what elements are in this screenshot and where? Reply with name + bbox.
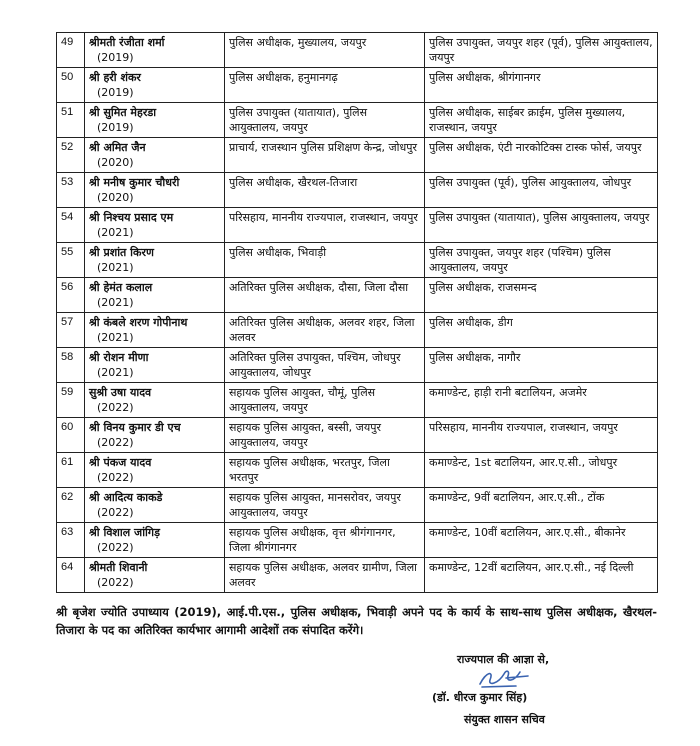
transfer-table [56, 32, 658, 593]
batch-year: (2022) [97, 506, 134, 519]
new-post-cell: पुलिस उपायुक्त, जयपुर शहर (पश्चिम) पुलिस आयुक्तालय, जयपुर [425, 243, 658, 278]
batch-year: (2022) [97, 471, 134, 484]
serial-number-cell: 55 [57, 243, 85, 278]
new-post-cell: पुलिस अधीक्षक, एंटी नारकोटिक्स टास्क फोर्स, जयपुर [425, 138, 658, 173]
officer-cell [85, 138, 225, 173]
current-post-cell: पुलिस अधीक्षक, भिवाड़ी [225, 243, 425, 278]
officer-cell [85, 523, 225, 558]
current-post-cell: परिसहाय, माननीय राज्यपाल, राजस्थान, जयपुर [225, 208, 425, 243]
officer-name: श्री आदित्य काकडे [89, 491, 163, 504]
batch-year: (2022) [97, 541, 134, 554]
serial-number-cell: 62 [57, 488, 85, 523]
new-post-cell: पुलिस उपायुक्त, जयपुर शहर (पूर्व), पुलिस आयुक्तालय, जयपुर [425, 33, 658, 68]
officer-name: श्री विशाल जांगिड़ [89, 526, 160, 539]
officer-name: श्री निश्चय प्रसाद एम [89, 211, 174, 224]
current-post-cell: पुलिस अधीक्षक, हनुमानगढ़ [225, 68, 425, 103]
officer-cell [85, 278, 225, 313]
officer-cell [85, 173, 225, 208]
current-post-cell: पुलिस उपायुक्त (यातायात), पुलिस आयुक्तालय, जयपुर [225, 103, 425, 138]
officer-name: श्री प्रशांत किरण [89, 246, 154, 259]
current-post-cell: अतिरिक्त पुलिस उपायुक्त, पश्चिम, जोधपुर आयुक्तालय, जोधपुर [225, 348, 425, 383]
batch-year: (2019) [97, 86, 134, 99]
serial-number-cell: 51 [57, 103, 85, 138]
batch-year: (2020) [97, 156, 134, 169]
batch-year: (2021) [97, 366, 134, 379]
new-post-cell: पुलिस अधीक्षक, नागौर [425, 348, 658, 383]
officer-name: श्री विनय कुमार डी एच [89, 421, 181, 434]
table-row [57, 558, 658, 593]
batch-year: (2019) [97, 121, 134, 134]
officer-cell [85, 418, 225, 453]
officer-name: श्री सुमित मेहरडा [89, 106, 157, 119]
officer-cell [85, 68, 225, 103]
current-post-cell: सहायक पुलिस अधीक्षक, अलवर ग्रामीण, जिला अलवर [225, 558, 425, 593]
table-row [57, 173, 658, 208]
table-row [57, 348, 658, 383]
current-post-cell: अतिरिक्त पुलिस अधीक्षक, दौसा, जिला दौसा [225, 278, 425, 313]
new-post-cell: परिसहाय, माननीय राज्यपाल, राजस्थान, जयपुर [425, 418, 658, 453]
new-post-cell: पुलिस उपायुक्त (यातायात), पुलिस आयुक्तालय, जयपुर [425, 208, 658, 243]
officer-cell [85, 243, 225, 278]
officer-cell [85, 558, 225, 593]
table-row [57, 418, 658, 453]
batch-year: (2019) [97, 51, 134, 64]
officer-name: श्री हेमंत कलाल [89, 281, 153, 294]
table-row [57, 488, 658, 523]
current-post-cell: अतिरिक्त पुलिस अधीक्षक, अलवर शहर, जिला अलवर [225, 313, 425, 348]
officer-name: श्री कंबले शरण गोपीनाथ [89, 316, 188, 329]
officer-name: श्री अमित जैन [89, 141, 146, 154]
table-row [57, 68, 658, 103]
current-post-cell: पुलिस अधीक्षक, मुख्यालय, जयपुर [225, 33, 425, 68]
signature-mark [476, 666, 532, 690]
officer-cell [85, 453, 225, 488]
signatory-name: (डॉ. धीरज कुमार सिंह) [432, 691, 528, 704]
current-post-cell: सहायक पुलिस अधीक्षक, वृत्त श्रीगंगानगर, जिला श्रीगंगानगर [225, 523, 425, 558]
serial-number-cell: 57 [57, 313, 85, 348]
serial-number-cell: 50 [57, 68, 85, 103]
officer-cell [85, 383, 225, 418]
new-post-cell: कमाण्डेन्ट, 1st बटालियन, आर.ए.सी., जोधपुर [425, 453, 658, 488]
new-post-cell: पुलिस अधीक्षक, राजसमन्द [425, 278, 658, 313]
new-post-cell: कमाण्डेन्ट, 12वीं बटालियन, आर.ए.सी., नई दिल्ली [425, 558, 658, 593]
serial-number-cell: 64 [57, 558, 85, 593]
transfer-table-body [57, 33, 658, 593]
table-row [57, 278, 658, 313]
current-post-cell: सहायक पुलिस आयुक्त, चौमूं, पुलिस आयुक्तालय, जयपुर [225, 383, 425, 418]
batch-year: (2022) [97, 436, 134, 449]
batch-year: (2021) [97, 261, 134, 274]
serial-number-cell: 56 [57, 278, 85, 313]
serial-number-cell: 54 [57, 208, 85, 243]
table-row [57, 103, 658, 138]
batch-year: (2021) [97, 331, 134, 344]
officer-cell [85, 348, 225, 383]
new-post-cell: कमाण्डेन्ट, 9वीं बटालियन, आर.ए.सी., टोंक [425, 488, 658, 523]
table-row [57, 313, 658, 348]
table-row [57, 138, 658, 173]
officer-cell [85, 313, 225, 348]
new-post-cell: पुलिस अधीक्षक, साईबर क्राईम, पुलिस मुख्यालय, राजस्थान, जयपुर [425, 103, 658, 138]
officer-cell [85, 488, 225, 523]
new-post-cell: कमाण्डेन्ट, हाड़ी रानी बटालियन, अजमेर [425, 383, 658, 418]
officer-name: श्रीमती रंजीता शर्मा [89, 36, 165, 49]
batch-year: (2020) [97, 191, 134, 204]
officer-name: श्रीमती शिवानी [89, 561, 148, 574]
new-post-cell: कमाण्डेन्ट, 10वीं बटालियन, आर.ए.सी., बीकानेर [425, 523, 658, 558]
signatory-designation: संयुक्त शासन सचिव [464, 713, 545, 726]
table-row [57, 383, 658, 418]
current-post-cell: सहायक पुलिस अधीक्षक, भरतपुर, जिला भरतपुर [225, 453, 425, 488]
officer-name: सुश्री उषा यादव [89, 386, 152, 399]
serial-number-cell: 53 [57, 173, 85, 208]
new-post-cell: पुलिस अधीक्षक, डीग [425, 313, 658, 348]
officer-cell [85, 208, 225, 243]
batch-year: (2021) [97, 226, 134, 239]
current-post-cell: पुलिस अधीक्षक, खैरथल-तिजारा [225, 173, 425, 208]
additional-charge-note: श्री बृजेश ज्योति उपाध्याय (2019), आई.पी.एस., पुलिस अधीक्षक, भिवाड़ी अपने पद के कार्य के साथ-साथ पुलिस अधीक्षक, खैरथल-तिजारा के पद का अतिरिक्त कार्यभार आगामी आदेशों तक संपादित करेंगे। [56, 605, 657, 637]
table-row [57, 208, 658, 243]
table-row [57, 453, 658, 488]
table-row [57, 33, 658, 68]
officer-name: श्री पंकज यादव [89, 456, 152, 469]
serial-number-cell: 59 [57, 383, 85, 418]
table-row [57, 243, 658, 278]
new-post-cell: पुलिस अधीक्षक, श्रीगंगानगर [425, 68, 658, 103]
batch-year: (2021) [97, 296, 134, 309]
officer-cell [85, 103, 225, 138]
serial-number-cell: 49 [57, 33, 85, 68]
serial-number-cell: 63 [57, 523, 85, 558]
officer-name: श्री मनीष कुमार चौधरी [89, 176, 180, 189]
current-post-cell: सहायक पुलिस आयुक्त, मानसरोवर, जयपुर आयुक्तालय, जयपुर [225, 488, 425, 523]
current-post-cell: सहायक पुलिस आयुक्त, बस्सी, जयपुर आयुक्तालय, जयपुर [225, 418, 425, 453]
serial-number-cell: 61 [57, 453, 85, 488]
order-authority-line: राज्यपाल की आज्ञा से, [457, 653, 550, 666]
serial-number-cell: 58 [57, 348, 85, 383]
serial-number-cell: 52 [57, 138, 85, 173]
serial-number-cell: 60 [57, 418, 85, 453]
officer-cell [85, 33, 225, 68]
batch-year: (2022) [97, 401, 134, 414]
batch-year: (2022) [97, 576, 134, 589]
officer-name: श्री हरी शंकर [89, 71, 141, 84]
new-post-cell: पुलिस उपायुक्त (पूर्व), पुलिस आयुक्तालय, जोधपुर [425, 173, 658, 208]
table-row [57, 523, 658, 558]
current-post-cell: प्राचार्य, राजस्थान पुलिस प्रशिक्षण केन्द्र, जोधपुर [225, 138, 425, 173]
officer-name: श्री रोशन मीणा [89, 351, 149, 364]
